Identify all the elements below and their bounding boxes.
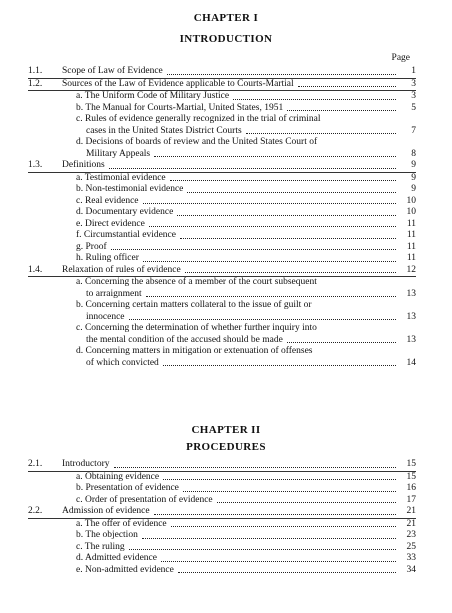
toc-entry-continuation [28, 358, 416, 370]
entry-title: Scope of Law of Evidence [62, 66, 163, 76]
toc-entry [28, 506, 416, 519]
chapter-1-heading: CHAPTER I [193, 12, 259, 24]
section-number: 2.2. [28, 506, 43, 516]
toc-entry [28, 66, 416, 79]
toc-entry [28, 495, 416, 507]
chapter-1-contents [28, 66, 416, 369]
entry-title: d. Admitted evidence [76, 553, 157, 563]
page-number: 16 [406, 483, 416, 493]
entry-title: a. The Uniform Code of Military Justice [76, 91, 230, 101]
toc-entry [28, 530, 416, 542]
page-number: 12 [406, 264, 416, 275]
toc-entry-continuation [28, 126, 416, 138]
leader-dots [185, 272, 396, 273]
page-number: 23 [406, 530, 416, 540]
page-number: 1 [411, 66, 416, 76]
entry-title-continuation: the mental condition of the accused should be made [86, 334, 283, 345]
entry-title: Introductory [62, 459, 110, 469]
leader-dots [129, 549, 396, 550]
toc-entry [28, 542, 416, 554]
page-number: 21 [406, 506, 416, 516]
leader-dots [111, 249, 396, 250]
toc-entry [28, 173, 416, 185]
page-number: 13 [406, 288, 416, 299]
entry-title-continuation: innocence [86, 311, 125, 322]
entry-title-continuation: of which convicted [86, 357, 159, 368]
leader-dots [246, 133, 396, 134]
entry-title: Definitions [62, 160, 105, 170]
toc-entry [28, 459, 416, 472]
leader-dots [161, 561, 396, 562]
page-number: 7 [411, 125, 416, 136]
entry-title: c. Rules of evidence generally recognized in the trial of criminal [76, 114, 321, 124]
toc-entry [28, 184, 416, 196]
toc-entry [28, 196, 416, 208]
entry-title: Admission of evidence [62, 506, 150, 516]
toc-entry [28, 137, 416, 149]
toc-entry-continuation [28, 312, 416, 324]
page-number: 25 [406, 541, 416, 552]
leader-dots [142, 538, 396, 539]
leader-dots [114, 467, 397, 468]
page-number: 17 [406, 494, 416, 505]
page-number: 10 [406, 195, 416, 206]
toc-entry-continuation [28, 289, 416, 301]
entry-title: c. Concerning the determination of whether further inquiry into [76, 323, 317, 333]
entry-title: a. Concerning the absence of a member of the court subsequent [76, 277, 317, 287]
section-number: 1.1. [28, 66, 43, 76]
toc-entry [28, 346, 416, 358]
chapter-1-subheading: INTRODUCTION [179, 33, 273, 45]
page-number: 11 [406, 218, 416, 229]
entry-title: Relaxation of rules of evidence [62, 264, 181, 275]
leader-dots [287, 110, 396, 111]
toc-entry-continuation [28, 149, 416, 161]
leader-dots [146, 296, 396, 297]
page-number: 34 [406, 564, 416, 575]
page-number: 10 [406, 207, 416, 217]
entry-title-continuation: to arraignment [86, 288, 142, 299]
toc-entry [28, 79, 416, 92]
leader-dots [129, 319, 396, 320]
section-number: 1.2. [28, 78, 43, 89]
leader-dots [180, 238, 396, 239]
entry-title: b. The Manual for Courts-Martial, United States, 1951 [76, 102, 284, 113]
entry-title: c. Order of presentation of evidence [76, 494, 213, 505]
entry-title: h. Ruling officer [76, 253, 139, 263]
entry-title: a. The offer of evidence [76, 518, 167, 529]
chapter-2-heading: CHAPTER II [191, 424, 261, 436]
toc-entry [28, 114, 416, 126]
page-number: 21 [406, 518, 416, 529]
page-number: 13 [406, 311, 416, 322]
leader-dots [187, 192, 396, 193]
toc-entry [28, 519, 416, 531]
entry-title: g. Proof [76, 241, 107, 252]
chapter-2-contents [28, 459, 416, 576]
leader-dots [287, 342, 396, 343]
section-number: 1.3. [28, 160, 43, 170]
entry-title: b. Presentation of evidence [76, 483, 179, 493]
toc-entry [28, 219, 416, 231]
leader-dots [149, 226, 396, 227]
toc-entry [28, 230, 416, 242]
entry-title: c. Real evidence [76, 195, 139, 206]
section-number: 1.4. [28, 264, 43, 275]
leader-dots [178, 572, 396, 573]
entry-title: e. Direct evidence [76, 218, 145, 229]
page-number: 15 [406, 471, 416, 482]
toc-entry [28, 472, 416, 484]
leader-dots [143, 261, 396, 262]
leader-dots [217, 502, 396, 503]
entry-title: b. Non-testimonial evidence [76, 184, 184, 194]
toc-entry [28, 300, 416, 312]
leader-dots [233, 99, 396, 100]
entry-title: b. The objection [76, 530, 138, 540]
entry-title: Sources of the Law of Evidence applicable to Courts-Martial [62, 78, 294, 89]
page-number: 14 [406, 357, 416, 368]
page-number: 11 [406, 253, 416, 263]
toc-entry [28, 323, 416, 335]
leader-dots [163, 479, 396, 480]
page-number: 5 [411, 102, 416, 113]
page-number: 11 [406, 241, 416, 252]
toc-entry [28, 91, 416, 103]
toc-entry [28, 242, 416, 254]
section-number: 2.1. [28, 459, 43, 469]
leader-dots [163, 365, 396, 366]
page-number: 9 [411, 172, 416, 183]
toc-entry [28, 207, 416, 219]
leader-dots [154, 156, 396, 157]
page-number: 8 [411, 148, 416, 159]
toc-entry [28, 265, 416, 278]
entry-title-continuation: cases in the United States District Courts [86, 125, 242, 136]
toc-entry [28, 483, 416, 495]
entry-title-continuation: Military Appeals [86, 148, 151, 159]
page-number: 33 [406, 553, 416, 563]
page-number: 3 [411, 91, 416, 101]
leader-dots [183, 491, 396, 492]
entry-title: a. Obtaining evidence [76, 471, 160, 482]
page-number: 11 [406, 230, 416, 240]
leader-dots [167, 74, 396, 75]
leader-dots [154, 514, 396, 515]
leader-dots [109, 168, 396, 169]
page-number: 3 [411, 78, 416, 89]
toc-entry [28, 103, 416, 115]
page-column-label: Page [391, 53, 410, 63]
page-number: 9 [411, 184, 416, 194]
entry-title: e. Non-admitted evidence [76, 564, 174, 575]
entry-title: c. The ruling [76, 541, 125, 552]
leader-dots [170, 180, 396, 181]
toc-entry-continuation [28, 335, 416, 347]
page-number: 9 [411, 160, 416, 170]
page-number: 13 [406, 334, 416, 345]
leader-dots [298, 86, 396, 87]
toc-entry [28, 160, 416, 173]
leader-dots [171, 526, 396, 527]
entry-title: b. Concerning certain matters collateral to the issue of guilt or [76, 300, 312, 310]
entry-title: d. Decisions of boards of review and the United States Court of [76, 137, 318, 147]
entry-title: a. Testimonial evidence [76, 172, 166, 183]
toc-entry [28, 553, 416, 565]
entry-title: d. Documentary evidence [76, 207, 174, 217]
page-number: 15 [406, 459, 416, 469]
leader-dots [177, 215, 396, 216]
leader-dots [143, 203, 396, 204]
entry-title: f. Circumstantial evidence [76, 230, 176, 240]
toc-entry [28, 253, 416, 265]
toc-entry [28, 277, 416, 289]
entry-title: d. Concerning matters in mitigation or extenuation of offenses [76, 346, 313, 356]
chapter-2-subheading: PROCEDURES [186, 441, 266, 453]
toc-entry [28, 565, 416, 577]
